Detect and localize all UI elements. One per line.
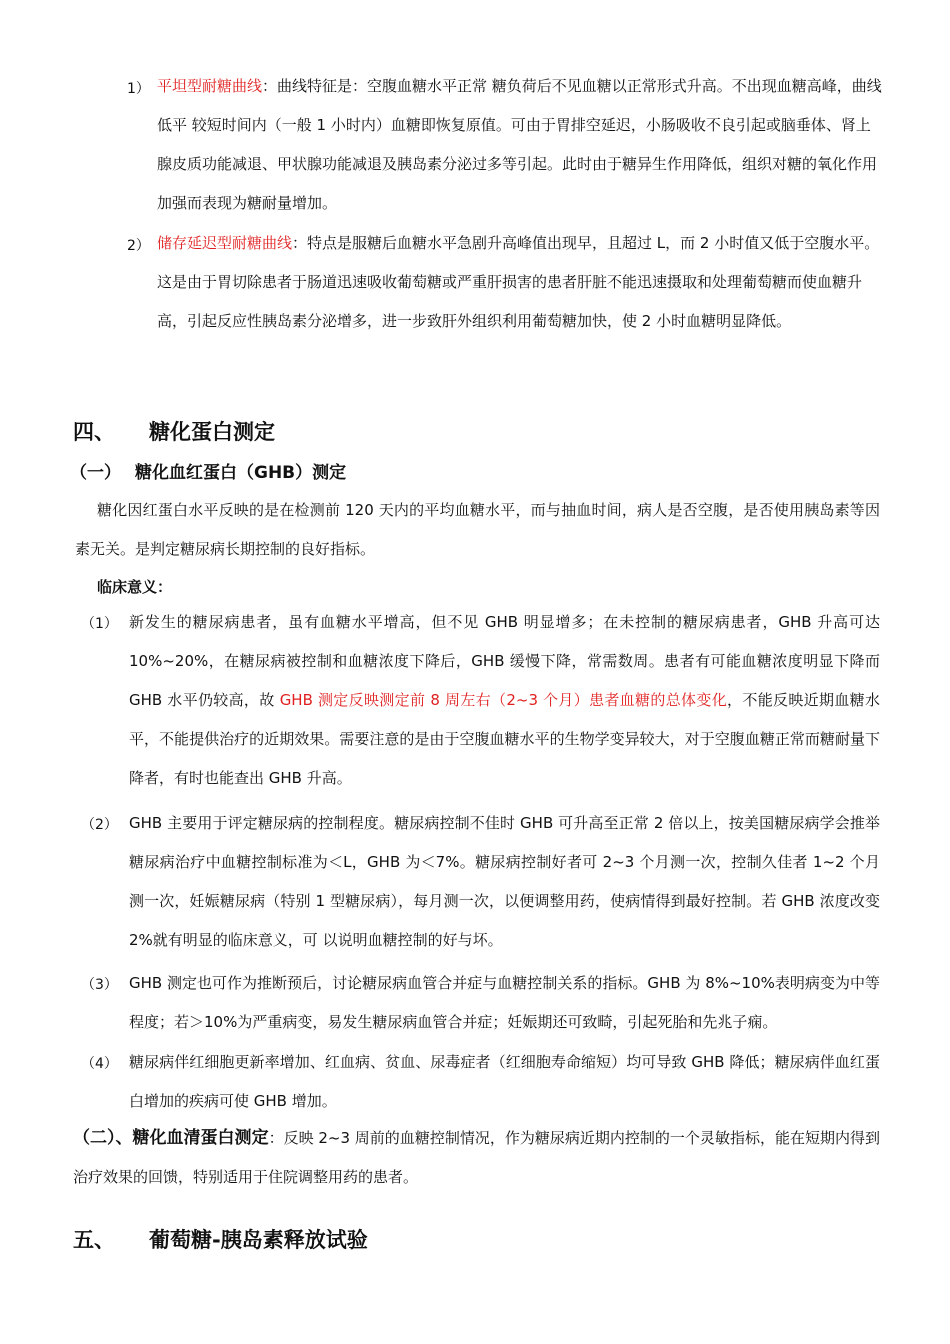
subsection-title-serum: （二）、糖化血清蛋白测定 xyxy=(73,1128,269,1148)
section-number: 四、 xyxy=(73,420,115,444)
delayed-curve-text: ：特点是服糖后血糖水平急剧升高峰值出现早，且超过 L，而 2 小时值又低于空腹水平。这是由于胃切除患者于肠道迅速吸收葡萄糖或严重肝损害的患者肝脏不能迅速摄取和处理葡萄糖而使血糖升高，引起反应性胰岛素分泌增多，进一步致肝外组织利用葡萄糖加快，使 2 小时血糖明显降低。 xyxy=(157,234,880,330)
section-title: 糖化蛋白测定 xyxy=(149,420,275,444)
clinical-item-number: （2） xyxy=(81,817,118,833)
subsection-heading-ghb xyxy=(70,458,346,488)
clinical-item-1 xyxy=(129,603,880,798)
section-heading-5 xyxy=(73,1225,368,1255)
clinical-item-number: （4） xyxy=(81,1056,118,1072)
clinical-item-number: （3） xyxy=(81,977,118,993)
section-number: 五、 xyxy=(73,1228,115,1252)
section-heading-4 xyxy=(73,417,275,447)
clinical-item-4: 糖尿病伴红细胞更新率增加、红血病、贫血、尿毒症者（红细胞寿命缩短）均可导致 GHB 降低；糖尿病伴血红蛋白增加的疾病可使 GHB 增加。 xyxy=(129,1053,880,1110)
subsection-title: 糖化血红蛋白（GHB）测定 xyxy=(135,463,347,483)
flat-curve-term: 平坦型耐糖曲线 xyxy=(157,77,263,95)
clinical-significance-label: 临床意义： xyxy=(97,578,173,596)
clinical-item-text-end: ，不能反映近期血糖水平，不能提供治疗的近期效果。需要注意的是由于空腹血糖水平的生物学变异较大，对于空腹血糖正常而糖耐量下降者，有时也能查出 GHB 升高。 xyxy=(129,691,880,787)
list-number: 1） xyxy=(127,81,150,97)
serum-protein-text: ：反映 2~3 周前的血糖控制情况，作为糖尿病近期内控制的一个灵敏指标，能在短期内得到治疗效果的回馈，特别适用于住院调整用药的患者。 xyxy=(73,1129,881,1186)
ghb-intro-paragraph: 糖化因红蛋白水平反映的是在检测前 120 天内的平均血糖水平，而与抽血时间，病人是否空腹，是否使用胰岛素等因素无关。是判定糖尿病长期控制的良好指标。 xyxy=(75,501,880,558)
clinical-item-highlight: GHB 测定反映测定前 8 周左右（2~3 个月）患者血糖的总体变化 xyxy=(279,691,728,709)
subsection-number: （一） xyxy=(70,463,121,483)
glycated-serum-protein-paragraph xyxy=(73,1119,880,1197)
clinical-item-text: 新发生的糖尿病患者，虽有血糖水平增高，但不见 GHB 明显增多；在未控制的糖尿病患者，GHB 升高可达 10%~20%，在糖尿病被控制和血糖浓度下降后，GHB 缓慢下降，常需数周。患者有可能血糖浓度明显下降而 GHB 水平仍较高，故 xyxy=(129,613,880,709)
delayed-curve-term: 储存延迟型耐糖曲线 xyxy=(157,234,293,252)
clinical-item-number: （1） xyxy=(81,616,118,632)
delayed-curve-paragraph xyxy=(157,224,883,341)
flat-curve-text: ：曲线特征是：空腹血糖水平正常 糖负荷后不见血糖以正常形式升高。不出现血糖高峰，曲线低平 较短时间内（一般 1 小时内）血糖即恢复原值。可由于胃排空延迟，小肠吸收不良引起或脑垂体、肾上腺皮质功能减退、甲状腺功能减退及胰岛素分泌过多等引起。此时由于糖异生作用降低，组织对糖的氧化作用加强而表现为糖耐量增加。 xyxy=(157,77,882,212)
section-title: 葡萄糖-胰岛素释放试验 xyxy=(149,1228,368,1252)
clinical-item-2: GHB 主要用于评定糖尿病的控制程度。糖尿病控制不佳时 GHB 可升高至正常 2 倍以上，按美国糖尿病学会推举糖尿病治疗中血糖控制标准为＜L，GHB 为＜7%。糖尿病控制好者可 2~3 个月测一次，控制久佳者 1~2 个月测一次，妊娠糖尿病（特别 1 型糖尿病），每月测一次，以便调整用药，使病情得到最好控制。若 GHB 浓度改变 2%就有明显的临床意义，可 以说明血糖控制的好与坏。 xyxy=(129,814,880,949)
flat-curve-paragraph xyxy=(157,67,883,223)
list-number: 2） xyxy=(127,238,150,254)
clinical-item-3: GHB 测定也可作为推断预后，讨论糖尿病血管合并症与血糖控制关系的指标。GHB 为 8%~10%表明病变为中等程度；若＞10%为严重病变，易发生糖尿病血管合并症；妊娠期还可致畸，引起死胎和先兆子痫。 xyxy=(129,974,880,1031)
